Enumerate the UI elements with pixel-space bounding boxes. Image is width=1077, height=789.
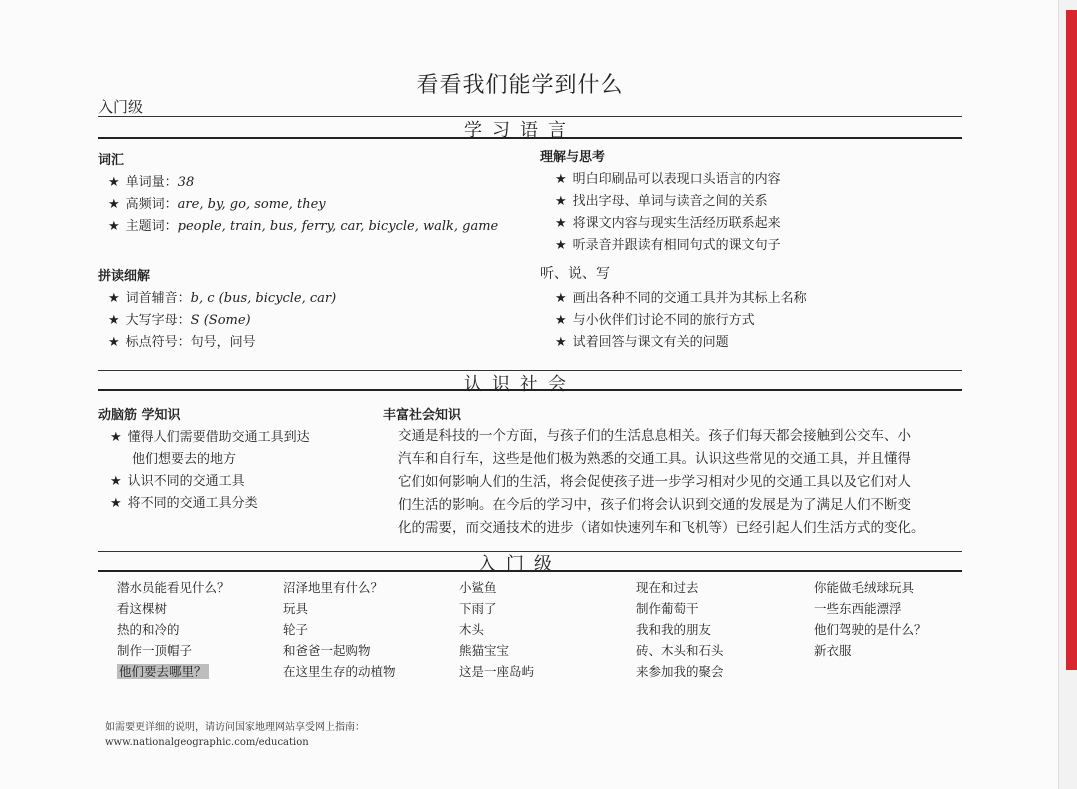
star-icon: ★	[555, 291, 567, 306]
star-icon: ★	[108, 175, 120, 190]
list-item: ★ 大写字母：S (Some)	[108, 313, 251, 328]
star-icon: ★	[108, 219, 120, 234]
list-item: ★ 标点符号：句号，问号	[108, 335, 256, 350]
book-title[interactable]: 和爸爸一起购物	[283, 643, 371, 658]
book-title[interactable]: 潜水员能看见什么？	[117, 580, 230, 595]
list-item: ★ 高频词：are, by, go, some, they	[108, 197, 326, 212]
book-title[interactable]: 轮子	[283, 622, 309, 637]
vocab-heading: 词汇	[98, 153, 125, 168]
red-side-tab	[1066, 10, 1077, 670]
book-title[interactable]: 制作一顶帽子	[117, 643, 193, 658]
book-title[interactable]: 我和我的朋友	[636, 622, 712, 637]
star-icon: ★	[110, 430, 122, 445]
star-icon: ★	[108, 197, 120, 212]
section-heading-society: 认识社会	[464, 374, 576, 395]
brain-heading: 动脑筋 学知识	[98, 408, 181, 423]
star-icon: ★	[108, 313, 120, 328]
book-list-column-2	[283, 577, 396, 682]
list-item: ★ 明白印刷品可以表现口头语言的内容	[555, 172, 781, 187]
book-title[interactable]: 玩具	[283, 601, 309, 616]
divider	[98, 389, 962, 391]
comprehension-heading: 理解与思考	[540, 150, 606, 165]
list-item: ★ 主题词：people, train, bus, ferry, car, bicycle, walk, game	[108, 219, 499, 234]
book-list-column-5	[814, 577, 927, 661]
book-title[interactable]: 来参加我的聚会	[636, 664, 724, 679]
speaking-list	[555, 288, 807, 354]
book-title-highlighted[interactable]: 他们要去哪里？	[119, 664, 207, 679]
brain-list	[110, 427, 310, 515]
footer-note: 如需要更详细的说明，请访问国家地理网站享受网上指南：	[105, 722, 365, 733]
vocab-list	[108, 172, 498, 238]
star-icon: ★	[555, 194, 567, 209]
knowledge-paragraph: 交通是科技的一个方面，与孩子们的生活息息相关。孩子们每天都会接触到公交车、小 汽车和自行车，这些是他们极为熟悉的交通工具。认识这些常见的交通工具，并且懂得 它们如何影响人们的生活，将会促使孩子进一步学习相对少见的交通工具以及它们对人 们生活的影响。在今后的学习中，孩子们将会认识到交通的发展是为了满足人们不断变 化的需要，而交通技术的进步（诸如快速列车和飞机等）已经引起人们生活方式的变化。	[398, 428, 925, 536]
list-item: ★ 懂得人们需要借助交通工具到达	[110, 430, 310, 445]
list-item: ★ 试着回答与课文有关的问题	[555, 335, 729, 350]
book-title[interactable]: 他们驾驶的是什么？	[814, 622, 927, 637]
book-title[interactable]: 看这棵树	[117, 601, 168, 616]
book-list-column-4	[636, 577, 724, 682]
page-title: 看看我们能学到什么	[416, 73, 624, 98]
list-item: ★ 画出各种不同的交通工具并为其标上名称	[555, 291, 807, 306]
list-item: ★ 听录音并跟读有相同句式的课文句子	[555, 238, 781, 253]
book-title[interactable]: 木头	[459, 622, 485, 637]
divider	[98, 570, 962, 572]
book-list-column-1	[117, 577, 230, 682]
book-title[interactable]: 新衣服	[814, 643, 852, 658]
book-title[interactable]: 你能做毛绒球玩具	[814, 580, 915, 595]
comprehension-list	[555, 169, 781, 257]
list-item: ★ 单词量：38	[108, 175, 195, 190]
book-title[interactable]: 一些东西能漂浮	[814, 601, 902, 616]
book-title[interactable]: 现在和过去	[636, 580, 699, 595]
footer-url[interactable]: www.nationalgeographic.com/education	[105, 737, 309, 748]
star-icon: ★	[108, 291, 120, 306]
phonics-list	[108, 288, 336, 354]
star-icon: ★	[555, 238, 567, 253]
book-title[interactable]: 沼泽地里有什么？	[283, 580, 384, 595]
star-icon: ★	[110, 474, 122, 489]
book-title[interactable]: 这是一座岛屿	[459, 664, 535, 679]
list-item: ★ 认识不同的交通工具	[110, 474, 245, 489]
list-item: ★ 找出字母、单词与读音之间的关系	[555, 194, 768, 209]
section-heading-language: 学习语言	[464, 120, 576, 141]
phonics-heading: 拼读细解	[98, 269, 151, 284]
book-title[interactable]: 热的和冷的	[117, 622, 180, 637]
list-item: ★ 词首辅音：b, c (bus, bicycle, car)	[108, 291, 337, 306]
list-item-continuation: 他们想要去的地方	[132, 452, 237, 467]
star-icon: ★	[555, 216, 567, 231]
star-icon: ★	[555, 172, 567, 187]
book-title[interactable]: 下雨了	[459, 601, 497, 616]
book-title[interactable]: 砖、木头和石头	[636, 643, 724, 658]
book-title[interactable]: 熊猫宝宝	[459, 643, 510, 658]
knowledge-heading: 丰富社会知识	[383, 408, 462, 423]
list-item: ★ 将不同的交通工具分类	[110, 496, 258, 511]
level-label: 入门级	[98, 98, 144, 116]
star-icon: ★	[108, 335, 120, 350]
star-icon: ★	[555, 335, 567, 350]
book-title[interactable]: 在这里生存的动植物	[283, 664, 396, 679]
speaking-heading: 听、说、写	[540, 266, 610, 282]
star-icon: ★	[555, 313, 567, 328]
book-list-column-3	[459, 577, 534, 682]
divider	[98, 137, 962, 139]
section-heading-level: 入门级	[478, 554, 562, 575]
star-icon: ★	[110, 496, 122, 511]
book-title[interactable]: 制作葡萄干	[636, 601, 699, 616]
list-item: ★ 将课文内容与现实生活经历联系起来	[555, 216, 781, 231]
list-item: ★ 与小伙伴们讨论不同的旅行方式	[555, 313, 755, 328]
book-title[interactable]: 小鲨鱼	[459, 580, 497, 595]
